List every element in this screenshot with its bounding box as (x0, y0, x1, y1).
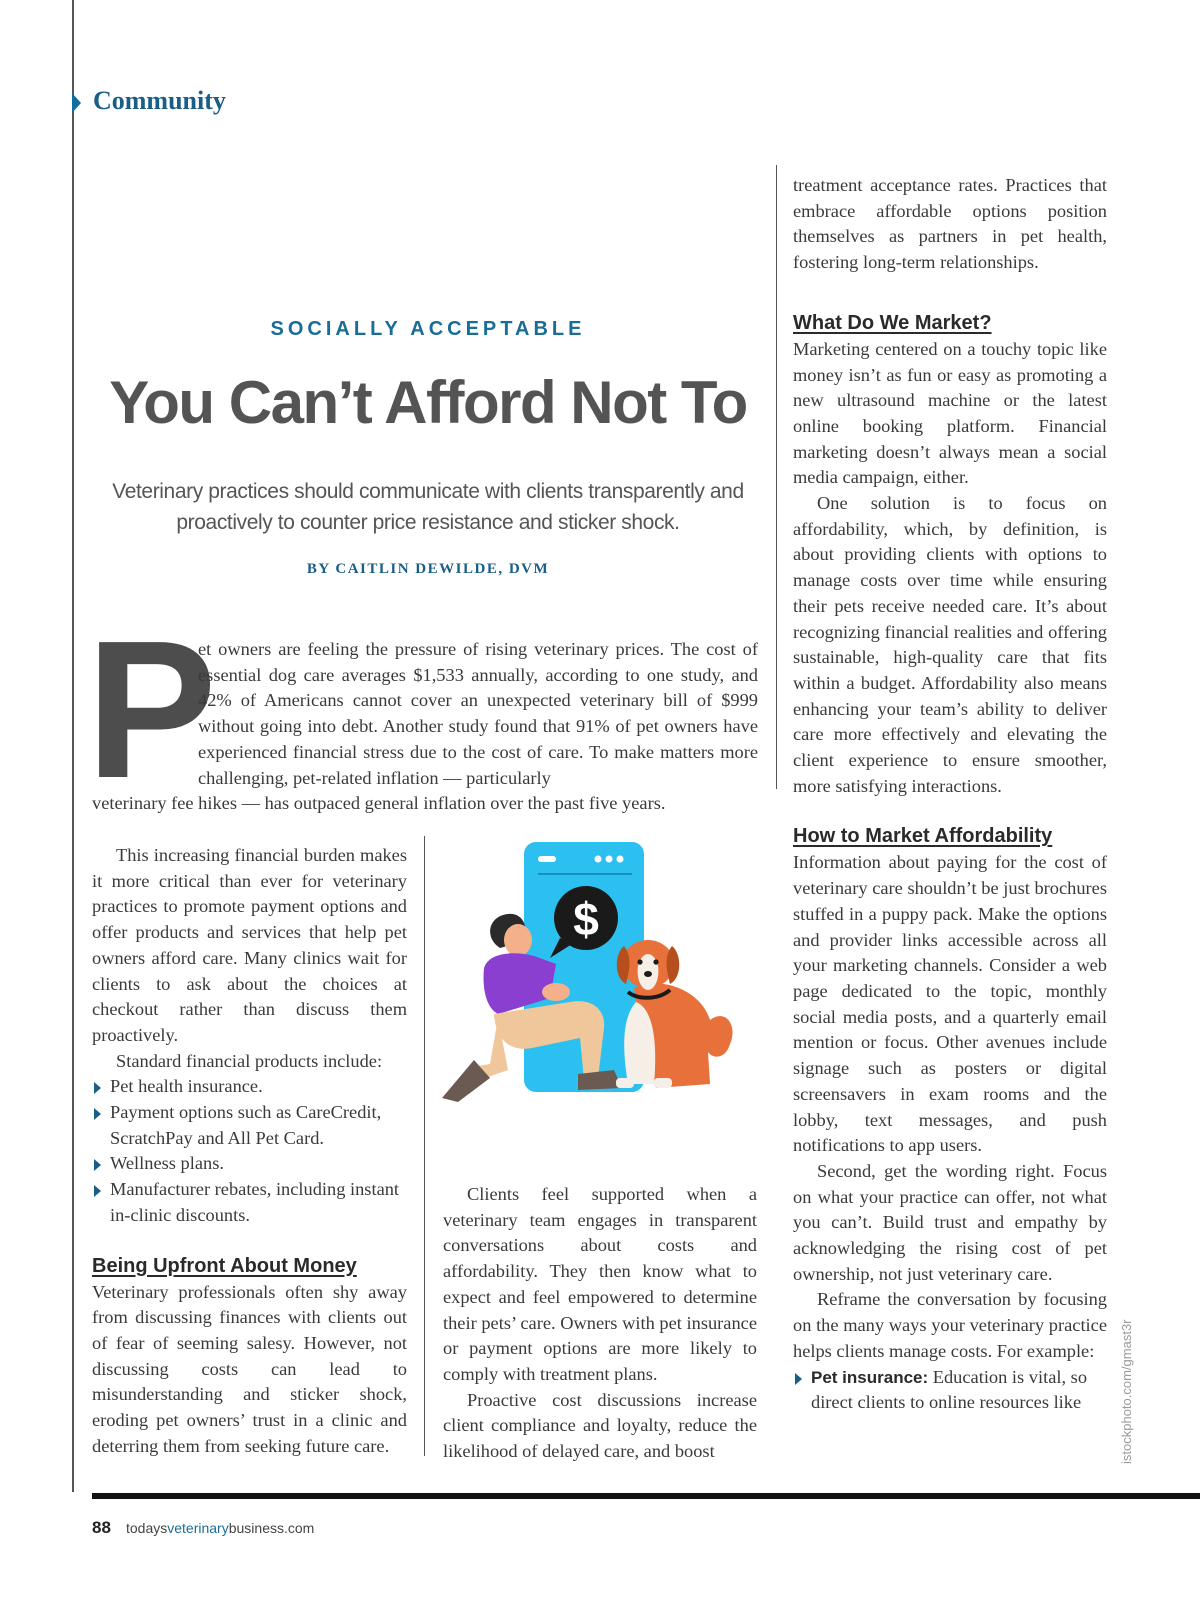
col1-paragraph-1: This increasing financial burden makes it more critical than ever for veterinary practices to promote payment options and offer products and services that help pet owners afford care. Many clinics wait for clients to ask about the choices at checkout rather than discuss them proactively. (92, 845, 407, 1045)
dollar-sign: $ (573, 893, 599, 945)
kicker: SOCIALLY ACCEPTABLE (270, 318, 586, 340)
col1-paragraph-2: Standard financial products include: (116, 1050, 383, 1071)
column-2 (443, 1182, 757, 1465)
intro-paragraph-last-line: veterinary fee hikes — has outpaced general inflation over the past five years. (92, 793, 666, 813)
column-3 (793, 173, 1107, 1416)
col1-paragraph-3: Veterinary professionals often shy away from discussing finances with clients out of fear of seeming salesy. However, not discussing costs can lead to misunderstanding and sticker shock, eroding pet owners’ trust in a clinic and deterring them from seeking future care. (92, 1281, 407, 1456)
illustration (438, 838, 760, 1126)
examples-list (793, 1365, 1107, 1416)
left-margin-rule (72, 0, 74, 1492)
subhead-what-do-we-market: What Do We Market? (793, 311, 992, 334)
list-item: Payment options such as CareCredit, ScratchPay and All Pet Card. (92, 1100, 407, 1151)
subhead-how-to-market: How to Market Affordability (793, 825, 1053, 848)
headline: You Can’t Afford Not To (109, 369, 747, 436)
footer-url-prefix: todays (126, 1520, 168, 1536)
footer-url-highlight: veterinary (167, 1520, 229, 1536)
column-divider (424, 836, 425, 1456)
photo-credit: istockphoto.com/gmast3r (1119, 1319, 1134, 1464)
col2-paragraph-2: Proactive cost discussions increase client compliance and loyalty, reduce the likelihood of delayed care, and boost (443, 1389, 757, 1462)
col3-paragraph-1: Marketing centered on a touchy topic like money isn’t as fun or easy as promoting a new ultrasound machine or the latest online booking platform. Financial marketing doesn’t always mean a social media campaign, either. (793, 338, 1107, 488)
deck: Veterinary practices should communicate with clients transparently and proactively to counter price resistance and sticker shock. (112, 480, 744, 534)
bullet-text: Education is vital, so direct clients to online resources like (811, 1366, 1088, 1413)
drop-cap: P (86, 600, 217, 819)
footer-rule (92, 1493, 1200, 1499)
page-number: 88 (92, 1518, 111, 1537)
column-1 (92, 843, 407, 1459)
col3-paragraph-0: treatment acceptance rates. Practices that embrace affordable options position themselves as partners in pet health, fostering long-term relationships. (793, 175, 1107, 273)
column-divider (776, 165, 777, 789)
list-item (793, 1365, 1107, 1416)
section-marker-icon (72, 93, 81, 113)
financial-products-list (92, 1074, 407, 1228)
byline: BY CAITLIN DEWILDE, DVM (306, 561, 550, 577)
footer-url (126, 1520, 314, 1536)
col2-paragraph-1: Clients feel supported when a veterinary team engages in transparent conversations about costs and affordability. They then know what to expect and feel empowered to determine their pets’ care. Owners with pet insurance or payment options are more likely to comply with treatment plans. (443, 1184, 757, 1384)
col3-paragraph-3: Information about paying for the cost of veterinary care shouldn’t be just brochures stuffed in a puppy pack. Make the options and provider links accessible across all your marketing channels. Consider a web page dedicated to the topic, monthly social media posts, and a quarterly email mention or focus. Other avenues include signage such as posters or digital screensavers in exam rooms and the lobby, text messages, and push notifications to app users. (793, 852, 1107, 1156)
footer-url-suffix: business.com (228, 1520, 315, 1536)
intro-paragraph: et owners are feeling the pressure of rising veterinary prices. The cost of essential dog care averages $1,533 annually, according to one study, and 42% of Americans cannot cover an unexpected veterinary bill of $999 without going into debt. Another study found that 91% of pet owners have experienced financial stress due to the cost of care. To make matters more challenging, pet-related inflation — particularly (198, 639, 758, 788)
list-item: Pet health insurance. (92, 1074, 407, 1100)
subhead-being-upfront: Being Upfront About Money (92, 1254, 357, 1277)
list-item: Manufacturer rebates, including instant in-clinic discounts. (92, 1177, 407, 1228)
col3-paragraph-5: Reframe the conversation by focusing on the many ways your veterinary practice helps clients manage costs. For example: (793, 1289, 1107, 1361)
list-item: Wellness plans. (92, 1151, 407, 1177)
col3-paragraph-4: Second, get the wording right. Focus on what your practice can offer, not what you can’t. Build trust and empathy by acknowledging the rising cost of pet ownership, not just veterinary care. (793, 1160, 1107, 1284)
col3-paragraph-2: One solution is to focus on affordability, which, by definition, is about providing clients with options to manage costs over time while ensuring their pets receive needed care. It’s about recognizing financial realities and offering sustainable, high-quality care that fits within a budget. Affordability also means enhancing your team’s ability to deliver care more effectively and elevating the client experience to ensure smoother, more satisfying interactions. (793, 493, 1107, 796)
section-label: Community (93, 86, 226, 115)
dog-figure (616, 940, 733, 1088)
bullet-lead: Pet insurance: (811, 1367, 929, 1387)
